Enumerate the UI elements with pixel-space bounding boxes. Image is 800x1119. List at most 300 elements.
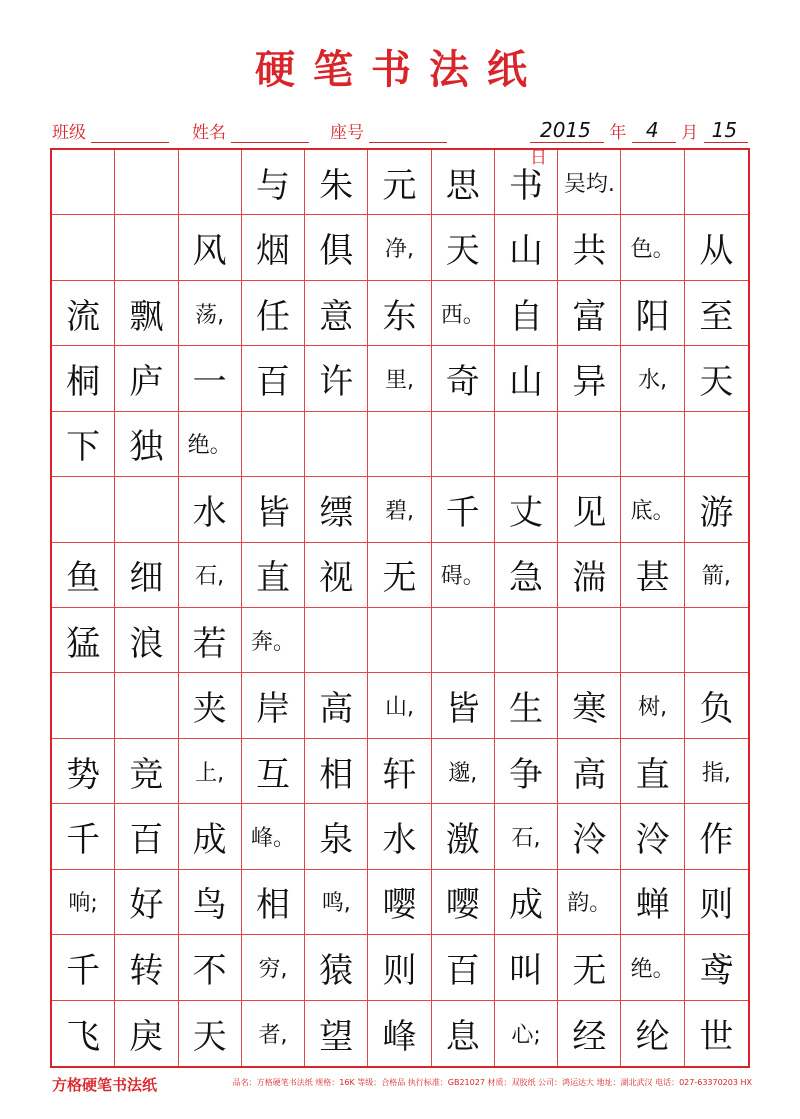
handwritten-char: 浪: [129, 623, 164, 664]
handwritten-char: 者,: [258, 1022, 288, 1048]
handwritten-char: 天: [699, 361, 734, 402]
grid-cell: [242, 935, 305, 1000]
handwritten-char: 皆: [445, 689, 480, 730]
handwritten-char: 从: [699, 231, 734, 272]
handwritten-char: 嘤: [445, 885, 480, 926]
handwritten-char: 鱼: [66, 558, 101, 599]
handwritten-char: 桐: [66, 361, 101, 402]
grid-cell: [558, 215, 621, 280]
grid-cell: [368, 477, 431, 542]
handwritten-char: 激: [445, 819, 480, 860]
handwritten-char: 千: [66, 819, 101, 860]
handwritten-char: 视: [319, 558, 354, 599]
grid-cell: [115, 739, 178, 804]
grid-cell: [685, 870, 748, 935]
handwritten-char: 百: [445, 950, 480, 991]
handwritten-char: 成: [192, 819, 227, 860]
grid-cell: [685, 215, 748, 280]
grid-cell: [621, 608, 684, 673]
handwritten-char: 争: [509, 754, 544, 795]
grid-cell: [685, 608, 748, 673]
seat-field[interactable]: [330, 118, 447, 143]
handwritten-char: 飘: [129, 296, 164, 337]
grid-cell: [52, 215, 115, 280]
handwritten-char: 游: [699, 492, 734, 533]
grid-cell: [368, 739, 431, 804]
handwritten-char: 指,: [701, 760, 731, 786]
grid-cell: [115, 150, 178, 215]
handwritten-char: 纶: [635, 1016, 670, 1057]
grid-cell: [179, 608, 242, 673]
grid-cell: [558, 150, 621, 215]
handwritten-char: 鸣,: [321, 891, 351, 917]
grid-cell: [558, 673, 621, 738]
grid-cell: [432, 543, 495, 608]
grid-cell: [368, 543, 431, 608]
grid-cell: [52, 346, 115, 411]
handwritten-char: 夹: [192, 689, 227, 730]
grid-cell: [495, 346, 558, 411]
grid-cell: [305, 870, 368, 935]
grid-cell: [179, 673, 242, 738]
grid-cell: [52, 673, 115, 738]
year-label: 年: [609, 123, 627, 143]
grid-cell: [558, 935, 621, 1000]
grid-cell: [368, 608, 431, 673]
grid-cell: [179, 150, 242, 215]
class-blank[interactable]: [91, 124, 169, 143]
grid-cell: [115, 477, 178, 542]
page-title: 硬笔书法纸: [255, 46, 545, 93]
handwritten-char: 西。: [440, 302, 485, 328]
handwritten-char: 岸: [255, 689, 290, 730]
handwritten-char: 相: [319, 754, 354, 795]
grid-cell: [368, 215, 431, 280]
handwritten-char: 嘤: [382, 885, 417, 926]
handwritten-char: 俱: [319, 231, 354, 272]
grid-cell: [115, 412, 178, 477]
grid-cell: [685, 150, 748, 215]
handwritten-char: 意: [319, 296, 354, 337]
name-label: 姓名: [192, 123, 226, 143]
grid-cell: [432, 150, 495, 215]
handwritten-char: 水: [192, 492, 227, 533]
handwritten-char: 烟: [255, 231, 290, 272]
grid-cell: [305, 608, 368, 673]
grid-cell: [558, 1001, 621, 1066]
handwritten-char: 色。: [630, 237, 675, 263]
grid-cell: [432, 215, 495, 280]
grid-cell: [495, 281, 558, 346]
handwritten-char: 缥: [319, 492, 354, 533]
day-label: 日: [530, 148, 547, 168]
handwritten-char: 自: [509, 296, 544, 337]
grid-cell: [242, 1001, 305, 1066]
handwritten-char: 荡,: [195, 302, 225, 328]
grid-cell: [432, 935, 495, 1000]
handwritten-char: 泠: [635, 819, 670, 860]
handwritten-char: 天: [192, 1016, 227, 1057]
grid-cell: [495, 804, 558, 869]
grid-cell: [495, 543, 558, 608]
handwritten-char: 下: [66, 427, 101, 468]
handwritten-char: 不: [192, 950, 227, 991]
handwritten-char: 共: [572, 231, 607, 272]
handwritten-char: 猿: [319, 950, 354, 991]
handwritten-char: 猛: [66, 623, 101, 664]
handwritten-char: 底。: [630, 498, 675, 524]
handwritten-char: 天: [445, 231, 480, 272]
handwritten-char: 独: [129, 427, 164, 468]
grid-cell: [305, 673, 368, 738]
grid-cell: [179, 412, 242, 477]
month-label: 月: [681, 123, 699, 143]
grid-cell: [495, 608, 558, 673]
name-blank[interactable]: [231, 124, 309, 143]
grid-cell: [305, 543, 368, 608]
grid-cell: [558, 739, 621, 804]
handwritten-char: 见: [572, 492, 607, 533]
grid-cell: [621, 412, 684, 477]
handwritten-char: 轩: [382, 754, 417, 795]
handwritten-char: 水,: [638, 367, 668, 393]
grid-cell: [495, 215, 558, 280]
handwritten-char: 树,: [638, 695, 668, 721]
handwritten-char: 思: [445, 165, 480, 206]
handwritten-char: 相: [255, 885, 290, 926]
grid-cell: [305, 281, 368, 346]
month-value: 4: [645, 118, 659, 142]
grid-cell: [179, 346, 242, 411]
grid-cell: [368, 673, 431, 738]
handwritten-char: 朱: [319, 165, 354, 206]
grid-cell: [115, 870, 178, 935]
handwritten-char: 世: [699, 1016, 734, 1057]
handwritten-char: 石,: [511, 825, 541, 851]
handwritten-char: 望: [319, 1016, 354, 1057]
grid-cell: [621, 281, 684, 346]
grid-cell: [179, 543, 242, 608]
handwritten-char: 成: [509, 885, 544, 926]
handwritten-char: 直: [635, 754, 670, 795]
grid-cell: [685, 477, 748, 542]
handwritten-char: 心;: [511, 1022, 541, 1048]
handwritten-char: 泉: [319, 819, 354, 860]
grid-cell: [242, 543, 305, 608]
grid-cell: [305, 412, 368, 477]
grid-cell: [242, 608, 305, 673]
grid-cell: [432, 608, 495, 673]
handwritten-char: 峰: [382, 1016, 417, 1057]
grid-cell: [432, 1001, 495, 1066]
handwritten-char: 东: [382, 296, 417, 337]
grid-cell: [685, 346, 748, 411]
handwritten-char: 阳: [635, 296, 670, 337]
grid-cell: [495, 935, 558, 1000]
handwritten-char: 至: [699, 296, 734, 337]
handwritten-char: 富: [572, 296, 607, 337]
grid-cell: [52, 739, 115, 804]
handwritten-char: 元: [382, 165, 417, 206]
handwritten-char: 奔。: [250, 629, 295, 655]
grid-cell: [685, 804, 748, 869]
grid-cell: [52, 1001, 115, 1066]
handwritten-char: 泠: [572, 819, 607, 860]
grid-cell: [621, 150, 684, 215]
grid-cell: [179, 477, 242, 542]
grid-cell: [495, 739, 558, 804]
class-label: 班级: [52, 123, 86, 143]
handwritten-char: 生: [509, 689, 544, 730]
year-value: 2015: [540, 118, 591, 142]
grid-cell: [52, 281, 115, 346]
handwritten-char: 水: [382, 819, 417, 860]
grid-cell: [179, 1001, 242, 1066]
handwritten-char: 里,: [384, 367, 414, 393]
grid-cell: [242, 215, 305, 280]
grid-cell: [179, 870, 242, 935]
grid-cell: [305, 346, 368, 411]
header-row: [52, 118, 752, 168]
grid-cell: [495, 477, 558, 542]
grid-cell: [52, 150, 115, 215]
handwritten-char: 绝。: [630, 956, 675, 982]
grid-cell: [368, 346, 431, 411]
grid-cell: [242, 150, 305, 215]
grid-cell: [179, 804, 242, 869]
handwritten-char: 千: [445, 492, 480, 533]
handwritten-char: 高: [319, 689, 354, 730]
grid-cell: [115, 281, 178, 346]
year-blank[interactable]: [530, 118, 604, 143]
handwritten-char: 互: [255, 754, 290, 795]
handwritten-char: 鸢: [699, 950, 734, 991]
grid-cell: [621, 804, 684, 869]
grid-cell: [242, 346, 305, 411]
grid-cell: [242, 281, 305, 346]
handwritten-char: 千: [66, 950, 101, 991]
name-field[interactable]: [192, 118, 309, 143]
grid-cell: [52, 477, 115, 542]
grid-cell: [558, 804, 621, 869]
handwritten-char: 书: [509, 165, 544, 206]
grid-cell: [685, 543, 748, 608]
handwritten-char: 风: [192, 231, 227, 272]
seat-blank[interactable]: [369, 124, 447, 143]
grid-cell: [495, 673, 558, 738]
handwritten-char: 碧,: [384, 498, 414, 524]
handwritten-char: 净,: [384, 237, 414, 263]
handwritten-char: 细: [129, 558, 164, 599]
grid-cell: [621, 1001, 684, 1066]
grid-cell: [52, 870, 115, 935]
grid-cell: [558, 477, 621, 542]
grid-cell: [621, 673, 684, 738]
grid-cell: [368, 935, 431, 1000]
handwritten-char: 一: [192, 361, 227, 402]
handwritten-char: 若: [192, 623, 227, 664]
handwritten-char: 叫: [509, 950, 544, 991]
grid-cell: [368, 281, 431, 346]
grid-cell: [495, 1001, 558, 1066]
grid-cell: [179, 281, 242, 346]
grid-cell: [115, 1001, 178, 1066]
seat-label: 座号: [330, 123, 364, 143]
handwritten-char: 山,: [384, 695, 414, 721]
handwritten-char: 鸟: [192, 885, 227, 926]
handwritten-char: 急: [509, 558, 544, 599]
handwritten-char: 峰。: [250, 825, 295, 851]
grid-cell: [621, 215, 684, 280]
grid-cell: [558, 608, 621, 673]
writing-grid: [50, 148, 750, 1068]
grid-cell: [368, 412, 431, 477]
grid-cell: [52, 608, 115, 673]
handwritten-char: 丈: [509, 492, 544, 533]
grid-cell: [495, 870, 558, 935]
day-value: 15: [711, 118, 738, 142]
handwritten-char: 负: [699, 689, 734, 730]
grid-cell: [685, 1001, 748, 1066]
grid-cell: [368, 150, 431, 215]
handwritten-char: 吴均.: [563, 171, 615, 197]
grid-cell: [368, 1001, 431, 1066]
handwritten-char: 湍: [572, 558, 607, 599]
grid-cell: [621, 870, 684, 935]
handwritten-char: 则: [699, 885, 734, 926]
grid-cell: [242, 870, 305, 935]
grid-cell: [305, 935, 368, 1000]
handwritten-char: 直: [255, 558, 290, 599]
grid-cell: [558, 870, 621, 935]
grid-cell: [115, 804, 178, 869]
grid-cell: [242, 804, 305, 869]
grid-cell: [685, 281, 748, 346]
grid-cell: [305, 477, 368, 542]
handwritten-char: 百: [129, 819, 164, 860]
grid-cell: [432, 281, 495, 346]
grid-cell: [558, 543, 621, 608]
handwritten-char: 邈,: [448, 760, 478, 786]
grid-cell: [432, 346, 495, 411]
grid-cell: [621, 346, 684, 411]
handwritten-char: 则: [382, 950, 417, 991]
grid-cell: [432, 673, 495, 738]
grid-cell: [179, 215, 242, 280]
handwritten-char: 竞: [129, 754, 164, 795]
handwritten-char: 石,: [195, 564, 225, 590]
handwritten-char: 飞: [66, 1016, 101, 1057]
day-blank[interactable]: [704, 118, 748, 143]
grid-cell: [115, 608, 178, 673]
grid-cell: [52, 935, 115, 1000]
handwritten-char: 上,: [195, 760, 225, 786]
grid-cell: [305, 1001, 368, 1066]
handwritten-char: 许: [319, 361, 354, 402]
grid-cell: [115, 215, 178, 280]
grid-cell: [621, 477, 684, 542]
handwritten-char: 戾: [129, 1016, 164, 1057]
handwritten-char: 山: [509, 361, 544, 402]
handwritten-char: 响;: [68, 891, 98, 917]
handwritten-char: 箭,: [701, 564, 731, 590]
grid-cell: [495, 150, 558, 215]
handwritten-char: 庐: [129, 361, 164, 402]
grid-cell: [242, 477, 305, 542]
handwritten-char: 流: [66, 296, 101, 337]
grid-cell: [179, 739, 242, 804]
class-field[interactable]: [52, 118, 169, 143]
grid-cell: [179, 935, 242, 1000]
month-blank[interactable]: [632, 118, 676, 143]
footer-spec: 品名：方格硬笔书法纸 规格：16K 等级：合格品 执行标准：GB21027 材质：双胶纸 公司：鸿运达大 地址：湖北武汉 电话：027-63370203 HX: [232, 1078, 752, 1087]
grid-cell: [621, 543, 684, 608]
grid-cell: [305, 804, 368, 869]
handwritten-char: 碍。: [440, 564, 485, 590]
grid-cell: [558, 281, 621, 346]
handwritten-char: 山: [509, 231, 544, 272]
handwritten-char: 经: [572, 1016, 607, 1057]
handwritten-char: 与: [255, 165, 290, 206]
handwritten-char: 穷,: [258, 956, 288, 982]
handwritten-char: 寒: [572, 689, 607, 730]
handwritten-char: 好: [129, 885, 164, 926]
handwritten-char: 异: [572, 361, 607, 402]
grid-cell: [242, 673, 305, 738]
handwritten-char: 任: [255, 296, 290, 337]
handwritten-char: 甚: [635, 558, 670, 599]
grid-cell: [305, 215, 368, 280]
handwritten-char: 无: [382, 558, 417, 599]
handwritten-char: 息: [445, 1016, 480, 1057]
handwritten-char: 皆: [255, 492, 290, 533]
grid-cell: [685, 935, 748, 1000]
grid-cell: [621, 935, 684, 1000]
grid-cell: [242, 412, 305, 477]
handwritten-char: 蝉: [635, 885, 670, 926]
handwritten-char: 无: [572, 950, 607, 991]
grid-cell: [685, 673, 748, 738]
grid-cell: [432, 870, 495, 935]
handwritten-char: 百: [255, 361, 290, 402]
grid-cell: [242, 739, 305, 804]
grid-cell: [115, 935, 178, 1000]
grid-cell: [52, 543, 115, 608]
footer-brand: 方格硬笔书法纸: [52, 1076, 158, 1094]
grid-cell: [495, 412, 558, 477]
grid-cell: [432, 412, 495, 477]
handwritten-char: 转: [129, 950, 164, 991]
grid-cell: [305, 150, 368, 215]
handwritten-char: 作: [699, 819, 734, 860]
grid-cell: [685, 739, 748, 804]
grid-cell: [432, 804, 495, 869]
grid-cell: [115, 673, 178, 738]
grid-cell: [558, 412, 621, 477]
grid-cell: [52, 804, 115, 869]
grid-cell: [305, 739, 368, 804]
grid-cell: [558, 346, 621, 411]
grid-cell: [115, 346, 178, 411]
handwritten-char: 高: [572, 754, 607, 795]
handwritten-char: 韵。: [567, 891, 612, 917]
grid-cell: [52, 412, 115, 477]
grid-cell: [115, 543, 178, 608]
footer: [52, 1074, 752, 1094]
grid-cell: [368, 804, 431, 869]
grid-cell: [368, 870, 431, 935]
grid-cell: [621, 739, 684, 804]
